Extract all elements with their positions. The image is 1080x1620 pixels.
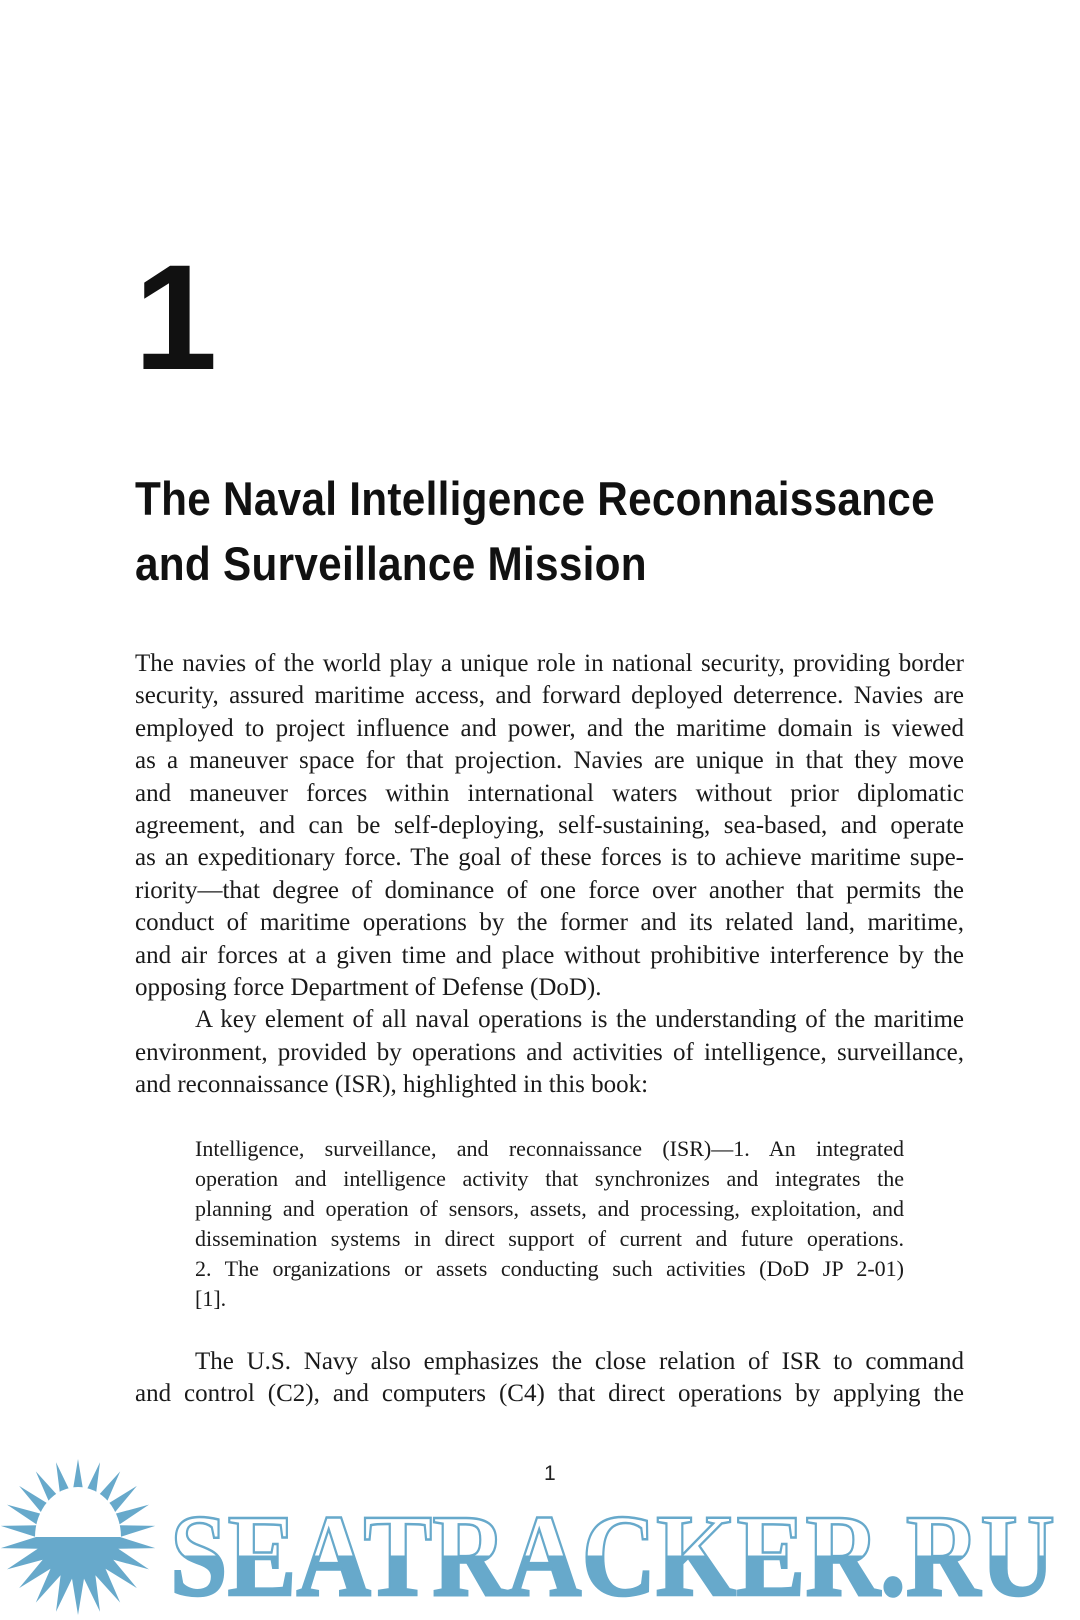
text-line: as an expeditionary force. The goal of these forces is to achieve maritime supe- (135, 844, 964, 872)
block-quote (195, 1134, 904, 1314)
text-line: and control (C2), and computers (C4) that direct operations by applying the (135, 1380, 964, 1408)
text-line: security, assured maritime access, and forward deployed deterrence. Navies are (135, 682, 964, 710)
paragraph-3 (135, 1346, 964, 1411)
text-line: and maneuver forces within international waters without prior diplomatic (135, 779, 964, 807)
quote-line: [1]. (195, 1286, 227, 1311)
text-line: A key element of all naval operations is the understanding of the maritime (195, 1006, 964, 1034)
text-line: and reconnaissance (ISR), highlighted in this book: (135, 1071, 649, 1099)
quote-line: dissemination systems in direct support of current and future operations. (195, 1226, 904, 1251)
paragraph-1 (135, 648, 964, 1101)
chapter-number: 1 (134, 233, 218, 401)
text-line: conduct of maritime operations by the former and its related land, maritime, (135, 909, 964, 937)
text-line: environment, provided by operations and activities of intelligence, surveillance, (135, 1038, 964, 1066)
quote-line: planning and operation of sensors, assets, and processing, exploitation, and (195, 1196, 904, 1221)
quote-line: operation and intelligence activity that synchronizes and integrates the (195, 1166, 904, 1191)
chapter-title (135, 466, 945, 596)
quote-line: 2. The organizations or assets conducting such activities (DoD JP 2-01) (195, 1256, 904, 1281)
watermark-logo (0, 1455, 1080, 1620)
text-line: The U.S. Navy also emphasizes the close relation of ISR to command (195, 1348, 964, 1375)
sun-icon (1, 1459, 155, 1615)
chapter-title-line: and Surveillance Mission (135, 537, 647, 590)
text-line: employed to project influence and power, and the maritime domain is viewed (135, 714, 964, 742)
chapter-title-line: The Naval Intelligence Reconnaissance (135, 472, 935, 525)
text-line: riority—that degree of dominance of one force over another that permits the (135, 876, 964, 904)
page-number: 1 (544, 1462, 556, 1485)
watermark-text: SEATRACKER.RU (170, 1490, 1055, 1620)
text-line: as a maneuver space for that projection. Navies are unique in that they move (135, 747, 964, 775)
text-line: agreement, and can be self-deploying, self-sustaining, sea-based, and operate (135, 811, 964, 839)
quote-line: Intelligence, surveillance, and reconnaissance (ISR)—1. An integrated (195, 1136, 904, 1161)
text-line: The navies of the world play a unique role in national security, providing border (135, 650, 964, 677)
text-line: opposing force Department of Defense (DoD). (135, 973, 602, 1001)
text-line: and air forces at a given time and place without prohibitive interference by the (135, 941, 964, 969)
